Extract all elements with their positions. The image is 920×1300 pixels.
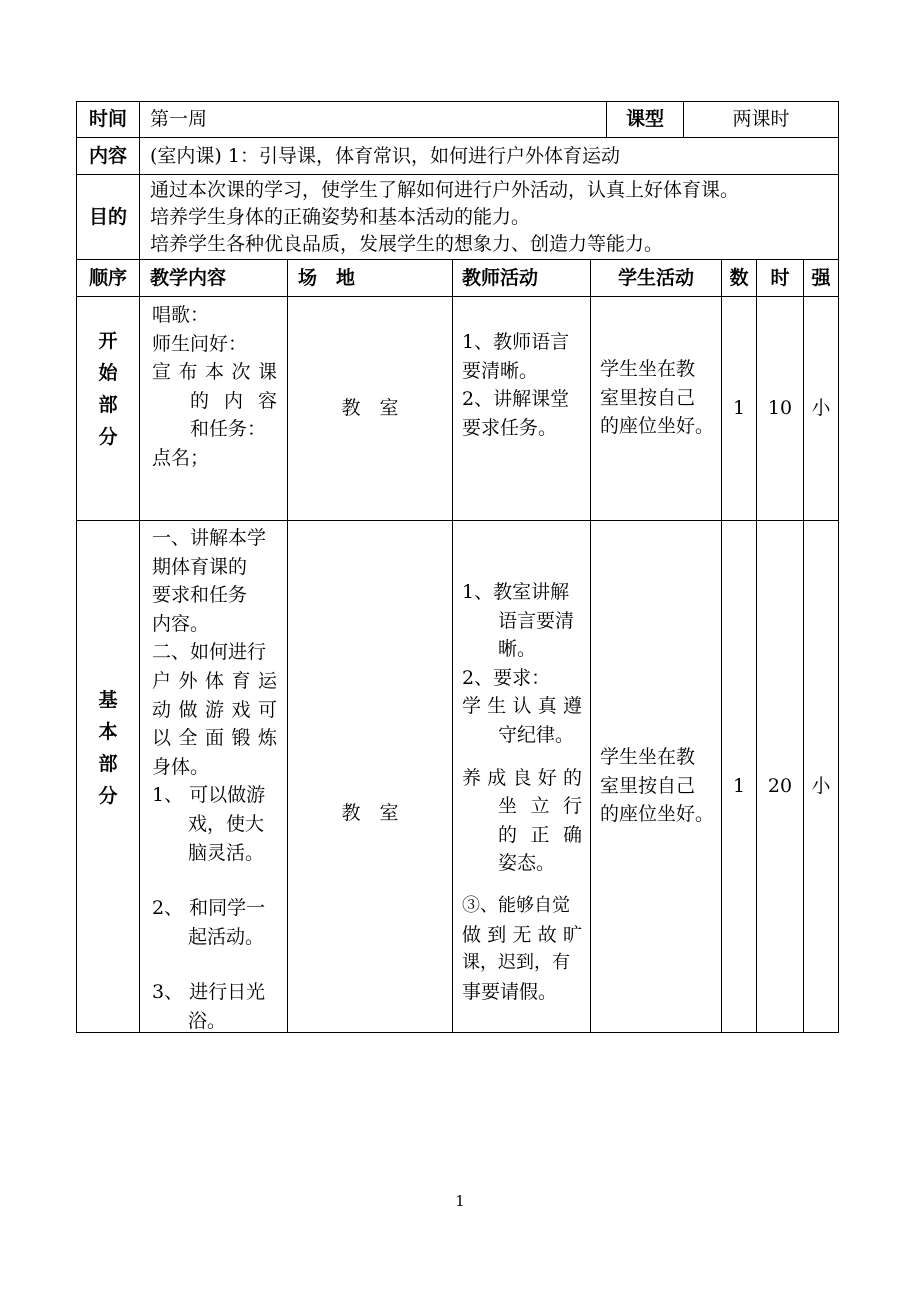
section-content [139,520,288,1033]
teacher-line: 课，迟到，有 [462,952,570,974]
type-label: 课型 [606,101,684,138]
col-student: 学生活动 [590,259,722,297]
section-student [590,296,722,521]
order-char: 始 [98,362,118,384]
content-line: 动做游戏可 [152,698,277,721]
section-intensity: 小 [803,296,839,521]
order-char: 基 [98,689,118,711]
count-value: 1 [732,775,746,797]
order-char: 部 [98,394,118,416]
time-value: 第一周 [139,101,607,138]
teacher-line: 晰。 [498,638,537,661]
teacher-line: 事要请假。 [462,980,558,1003]
section-count: 1 [721,296,757,521]
content-line: 宣布本次课 [152,361,277,383]
content-line: 点名； [152,446,210,469]
section-order [76,520,140,1033]
teacher-line: 语言要清 [498,609,575,632]
page-number: 1 [455,1192,465,1210]
lesson-grid [76,101,839,1032]
order-char: 分 [98,785,118,807]
section-count [721,520,757,1033]
teacher-line: 守纪律。 [498,723,575,746]
goal-label: 目的 [76,174,140,260]
content-line: 以全面锻炼 [152,727,277,750]
content-line: 2、 和同学一 [152,897,266,920]
teacher-line: 1、教室讲解 [462,581,570,603]
content-line: 的内容 [190,389,277,412]
venue-text: 教 室 [341,802,399,824]
type-value: 两课时 [683,101,839,138]
content-line: 和任务： [190,418,267,440]
order-char: 本 [98,721,118,743]
col-count: 数 [721,259,757,297]
order-char: 开 [98,330,118,352]
intensity-value: 小 [811,775,831,797]
goal-text [139,174,839,260]
col-content: 教学内容 [139,259,288,297]
goal-line: 培养学生身体的正确姿势和基本活动的能力。 [150,206,531,228]
section-teacher [452,520,591,1033]
teacher-line: 2、讲解课堂 [462,388,570,410]
content-line: 内容。 [152,612,210,635]
teacher-line: 养成良好的 [462,766,582,789]
time-value: 20 [767,775,793,797]
section-intensity [803,520,839,1033]
teacher-line: 的正确 [498,823,582,846]
order-char: 部 [98,753,118,775]
section-venue: 教 室 [287,296,453,521]
goal-line: 培养学生各种优良品质，发展学生的想象力、创造力等能力。 [150,233,664,255]
teacher-line: 坐立行 [498,795,582,818]
content-line: 要求和任务 [152,584,248,607]
content-line: 戏，使大 [188,812,265,835]
content-line: 唱歌： [152,304,210,326]
content-line: 师生问好： [152,332,248,355]
teacher-line: 1、教师语言 [462,331,570,353]
section-venue [287,520,453,1033]
student-line: 室里按自己 [600,774,696,797]
content-line: 起活动。 [188,925,265,948]
content-label: 内容 [76,137,140,175]
time-label: 时间 [76,101,140,138]
teacher-line: 要清晰。 [462,359,539,382]
order-char: 分 [98,426,118,448]
content-line: 一、讲解本学 [152,527,267,549]
content-line: 二、如何进行 [152,641,267,664]
student-line: 的座位坐好。 [600,803,715,825]
content-line: 3、 进行日光 [152,981,266,1004]
section-time: 10 [756,296,804,521]
content-line: 浴。 [188,1009,227,1032]
student-line: 学生坐在教 [600,358,696,380]
section-time [756,520,804,1033]
content-line: 脑灵活。 [188,841,265,864]
teacher-line: 要求任务。 [462,416,558,439]
content-line: 期体育课的 [152,555,248,578]
student-line: 室里按自己 [600,386,696,409]
goal-line: 通过本次课的学习，使学生了解如何进行户外活动，认真上好体育课。 [150,179,740,201]
col-time: 时 [756,259,804,297]
section-teacher [452,296,591,521]
student-line: 的座位坐好。 [600,415,715,437]
section-student [590,520,722,1033]
col-venue: 场 地 [287,259,453,297]
section-order [76,296,140,521]
content-line: 身体。 [152,755,210,778]
content-line: 户外体育运 [152,669,277,692]
content-value: (室内课) 1：引导课，体育常识，如何进行户外体育运动 [139,137,839,175]
teacher-line: 姿态。 [498,852,556,875]
teacher-line: 2、要求： [462,666,551,689]
col-teacher: 教师活动 [452,259,591,297]
col-order: 顺序 [76,259,140,297]
teacher-line: ③、能够自觉 [462,894,570,916]
section-content [139,296,288,521]
teacher-line: 学生认真遵 [462,695,582,718]
col-intensity: 强 [803,259,839,297]
student-line: 学生坐在教 [600,746,696,768]
teacher-line: 做到无故旷 [462,923,582,946]
content-line: 1、 可以做游 [152,784,266,807]
